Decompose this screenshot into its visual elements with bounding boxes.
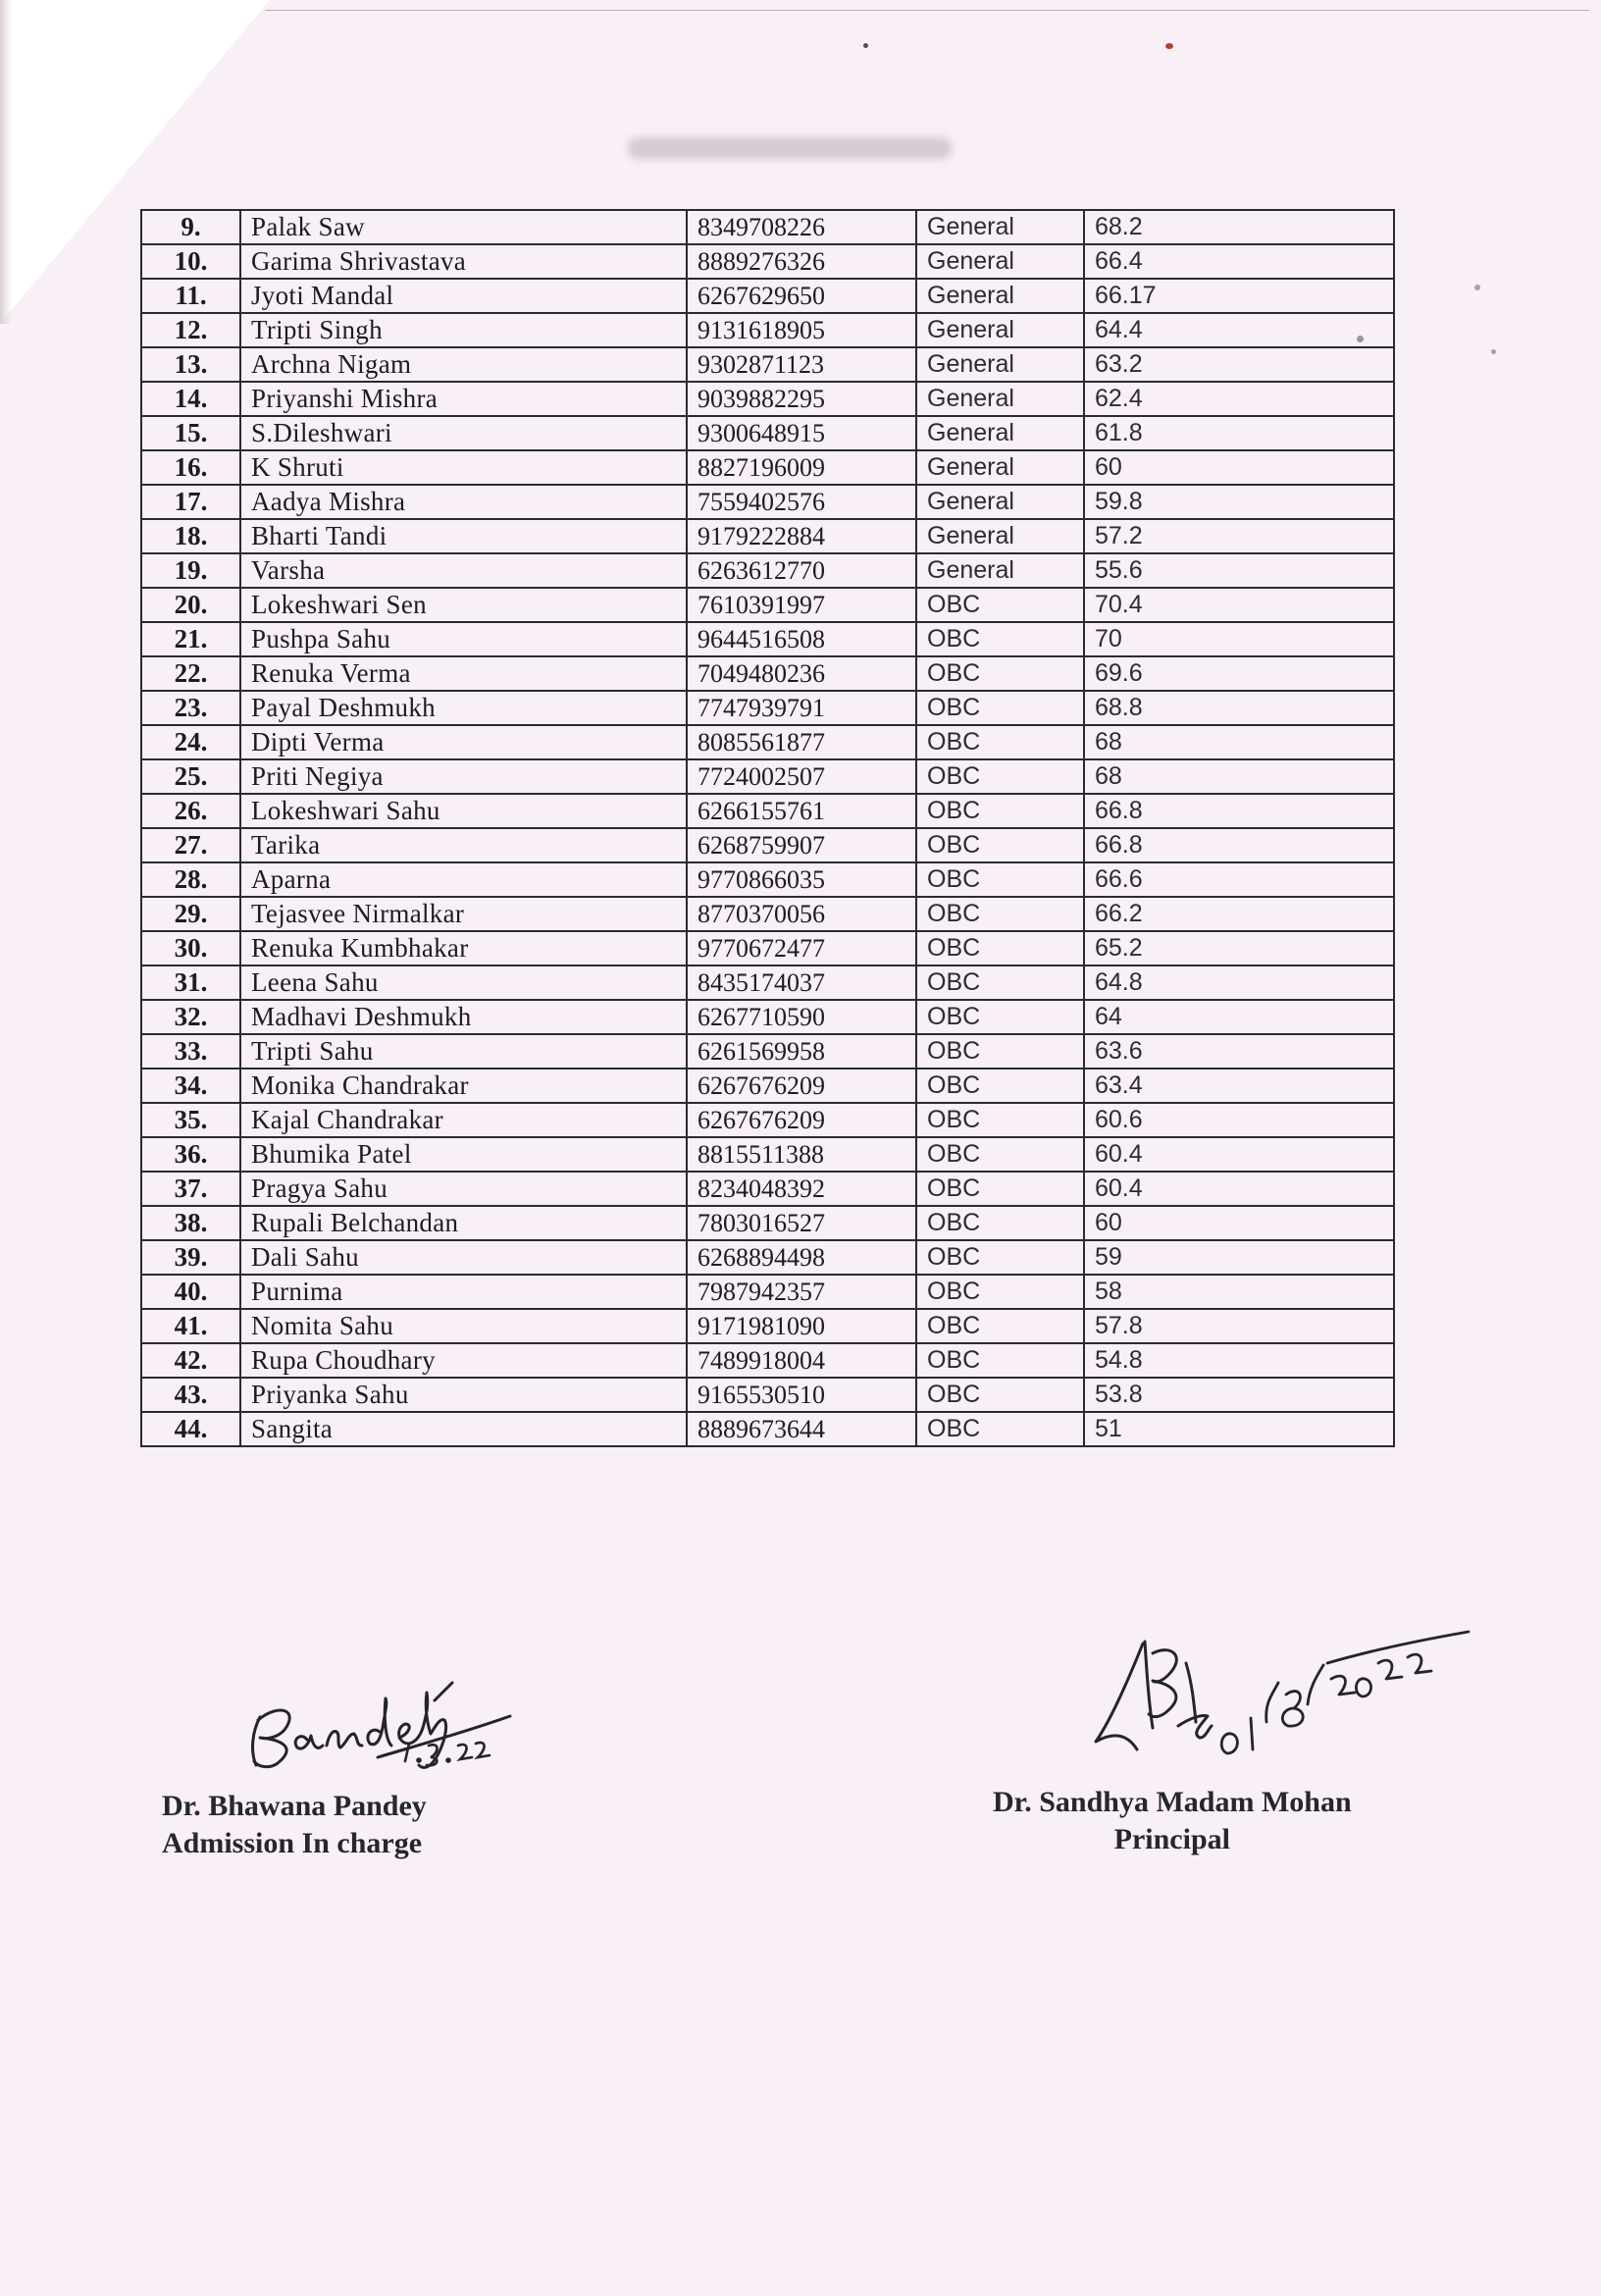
percentage-cell: 53.8 (1084, 1378, 1394, 1412)
category-cell: OBC (916, 931, 1084, 965)
student-name-cell: S.Dileshwari (240, 416, 687, 450)
ink-speck (1165, 43, 1173, 49)
table-row (141, 1343, 1394, 1378)
principal-block (993, 1784, 1352, 1858)
phone-number-cell: 7049480236 (687, 656, 916, 691)
top-scan-edge (265, 10, 1589, 11)
ink-speck (1491, 349, 1496, 354)
phone-number-cell: 9770672477 (687, 931, 916, 965)
serial-number-cell: 28. (141, 862, 240, 897)
student-name-cell: Pragya Sahu (240, 1172, 687, 1206)
phone-number-cell: 9770866035 (687, 862, 916, 897)
serial-number-cell: 11. (141, 279, 240, 313)
percentage-cell: 66.8 (1084, 828, 1394, 862)
student-name-cell: Nomita Sahu (240, 1309, 687, 1343)
category-cell: OBC (916, 1275, 1084, 1309)
table-row (141, 965, 1394, 1000)
student-name-cell: Lokeshwari Sahu (240, 794, 687, 828)
admission-incharge-block (162, 1788, 427, 1862)
percentage-cell: 64.4 (1084, 313, 1394, 347)
student-name-cell: Renuka Verma (240, 656, 687, 691)
category-cell: General (916, 313, 1084, 347)
student-name-cell: Priti Negiya (240, 759, 687, 794)
category-cell: OBC (916, 1343, 1084, 1378)
percentage-cell: 68 (1084, 725, 1394, 759)
student-name-cell: Archna Nigam (240, 347, 687, 382)
percentage-cell: 63.6 (1084, 1034, 1394, 1069)
phone-number-cell: 9302871123 (687, 347, 916, 382)
percentage-cell: 70.4 (1084, 588, 1394, 622)
serial-number-cell: 33. (141, 1034, 240, 1069)
category-cell: OBC (916, 1000, 1084, 1034)
table-row (141, 244, 1394, 279)
category-cell: OBC (916, 1103, 1084, 1137)
serial-number-cell: 14. (141, 382, 240, 416)
category-cell: OBC (916, 1172, 1084, 1206)
phone-number-cell: 9171981090 (687, 1309, 916, 1343)
serial-number-cell: 18. (141, 519, 240, 553)
serial-number-cell: 34. (141, 1069, 240, 1103)
percentage-cell: 64.8 (1084, 965, 1394, 1000)
table-row (141, 691, 1394, 725)
table-row (141, 897, 1394, 931)
phone-number-cell: 7489918004 (687, 1343, 916, 1378)
table-row (141, 725, 1394, 759)
serial-number-cell: 26. (141, 794, 240, 828)
percentage-cell: 66.6 (1084, 862, 1394, 897)
serial-number-cell: 22. (141, 656, 240, 691)
student-name-cell: Madhavi Deshmukh (240, 1000, 687, 1034)
category-cell: General (916, 347, 1084, 382)
student-name-cell: Dali Sahu (240, 1240, 687, 1275)
table-row (141, 828, 1394, 862)
student-name-cell: Varsha (240, 553, 687, 588)
category-cell: OBC (916, 1034, 1084, 1069)
phone-number-cell: 7987942357 (687, 1275, 916, 1309)
percentage-cell: 58 (1084, 1275, 1394, 1309)
table-row (141, 622, 1394, 656)
serial-number-cell: 40. (141, 1275, 240, 1309)
serial-number-cell: 36. (141, 1137, 240, 1172)
category-cell: General (916, 382, 1084, 416)
percentage-cell: 68 (1084, 759, 1394, 794)
category-cell: General (916, 485, 1084, 519)
category-cell: OBC (916, 622, 1084, 656)
table-row (141, 450, 1394, 485)
phone-number-cell: 6268894498 (687, 1240, 916, 1275)
student-name-cell: Aadya Mishra (240, 485, 687, 519)
percentage-cell: 61.8 (1084, 416, 1394, 450)
serial-number-cell: 32. (141, 1000, 240, 1034)
principal-signature-icon (1084, 1624, 1476, 1786)
table-row (141, 1206, 1394, 1240)
phone-number-cell: 6268759907 (687, 828, 916, 862)
table-row (141, 485, 1394, 519)
phone-number-cell: 6261569958 (687, 1034, 916, 1069)
admission-incharge-signature-icon (231, 1663, 525, 1776)
phone-number-cell: 9131618905 (687, 313, 916, 347)
category-cell: OBC (916, 1309, 1084, 1343)
serial-number-cell: 15. (141, 416, 240, 450)
category-cell: OBC (916, 862, 1084, 897)
category-cell: OBC (916, 725, 1084, 759)
ink-speck (863, 43, 868, 48)
percentage-cell: 60.4 (1084, 1172, 1394, 1206)
percentage-cell: 70 (1084, 622, 1394, 656)
table-row (141, 347, 1394, 382)
serial-number-cell: 16. (141, 450, 240, 485)
phone-number-cell: 9300648915 (687, 416, 916, 450)
student-name-cell: Bharti Tandi (240, 519, 687, 553)
student-name-cell: Palak Saw (240, 210, 687, 244)
phone-number-cell: 7559402576 (687, 485, 916, 519)
student-name-cell: Tejasvee Nirmalkar (240, 897, 687, 931)
percentage-cell: 57.8 (1084, 1309, 1394, 1343)
category-cell: OBC (916, 656, 1084, 691)
serial-number-cell: 23. (141, 691, 240, 725)
student-name-cell: Dipti Verma (240, 725, 687, 759)
serial-number-cell: 35. (141, 1103, 240, 1137)
student-name-cell: Rupa Choudhary (240, 1343, 687, 1378)
percentage-cell: 51 (1084, 1412, 1394, 1446)
phone-number-cell: 8770370056 (687, 897, 916, 931)
table-row (141, 1103, 1394, 1137)
category-cell: OBC (916, 1137, 1084, 1172)
category-cell: OBC (916, 1378, 1084, 1412)
serial-number-cell: 37. (141, 1172, 240, 1206)
table-row (141, 210, 1394, 244)
table-row (141, 1034, 1394, 1069)
serial-number-cell: 41. (141, 1309, 240, 1343)
phone-number-cell: 7747939791 (687, 691, 916, 725)
student-name-cell: Lokeshwari Sen (240, 588, 687, 622)
serial-number-cell: 42. (141, 1343, 240, 1378)
phone-number-cell: 9039882295 (687, 382, 916, 416)
percentage-cell: 59 (1084, 1240, 1394, 1275)
student-name-cell: Tripti Singh (240, 313, 687, 347)
percentage-cell: 62.4 (1084, 382, 1394, 416)
student-name-cell: Rupali Belchandan (240, 1206, 687, 1240)
category-cell: OBC (916, 588, 1084, 622)
percentage-cell: 54.8 (1084, 1343, 1394, 1378)
category-cell: OBC (916, 794, 1084, 828)
serial-number-cell: 21. (141, 622, 240, 656)
phone-number-cell: 8085561877 (687, 725, 916, 759)
percentage-cell: 65.2 (1084, 931, 1394, 965)
category-cell: General (916, 416, 1084, 450)
student-name-cell: Leena Sahu (240, 965, 687, 1000)
phone-number-cell: 6266155761 (687, 794, 916, 828)
student-name-cell: Sangita (240, 1412, 687, 1446)
phone-number-cell: 8349708226 (687, 210, 916, 244)
percentage-cell: 64 (1084, 1000, 1394, 1034)
principal-name: Dr. Sandhya Madam Mohan (993, 1786, 1352, 1818)
student-name-cell: Pushpa Sahu (240, 622, 687, 656)
phone-number-cell: 9165530510 (687, 1378, 916, 1412)
table-row (141, 862, 1394, 897)
percentage-cell: 60 (1084, 450, 1394, 485)
table-row (141, 794, 1394, 828)
serial-number-cell: 29. (141, 897, 240, 931)
phone-number-cell: 9179222884 (687, 519, 916, 553)
percentage-cell: 66.2 (1084, 897, 1394, 931)
category-cell: General (916, 553, 1084, 588)
percentage-cell: 66.4 (1084, 244, 1394, 279)
phone-number-cell: 7724002507 (687, 759, 916, 794)
student-name-cell: Aparna (240, 862, 687, 897)
table-row (141, 1000, 1394, 1034)
serial-number-cell: 38. (141, 1206, 240, 1240)
serial-number-cell: 27. (141, 828, 240, 862)
serial-number-cell: 43. (141, 1378, 240, 1412)
student-name-cell: Purnima (240, 1275, 687, 1309)
student-name-cell: Tarika (240, 828, 687, 862)
category-cell: OBC (916, 828, 1084, 862)
table-row (141, 588, 1394, 622)
table-row (141, 1137, 1394, 1172)
percentage-cell: 66.8 (1084, 794, 1394, 828)
phone-number-cell: 8234048392 (687, 1172, 916, 1206)
percentage-cell: 55.6 (1084, 553, 1394, 588)
category-cell: OBC (916, 1240, 1084, 1275)
table-row (141, 759, 1394, 794)
student-name-cell: Kajal Chandrakar (240, 1103, 687, 1137)
student-name-cell: Tripti Sahu (240, 1034, 687, 1069)
phone-number-cell: 7610391997 (687, 588, 916, 622)
table-row (141, 1172, 1394, 1206)
category-cell: OBC (916, 691, 1084, 725)
category-cell: General (916, 279, 1084, 313)
serial-number-cell: 31. (141, 965, 240, 1000)
percentage-cell: 59.8 (1084, 485, 1394, 519)
phone-number-cell: 6263612770 (687, 553, 916, 588)
serial-number-cell: 13. (141, 347, 240, 382)
phone-number-cell: 6267676209 (687, 1069, 916, 1103)
table-row (141, 416, 1394, 450)
phone-number-cell: 8889673644 (687, 1412, 916, 1446)
table-body (141, 210, 1394, 1446)
student-name-cell: Renuka Kumbhakar (240, 931, 687, 965)
percentage-cell: 63.4 (1084, 1069, 1394, 1103)
phone-number-cell: 8827196009 (687, 450, 916, 485)
serial-number-cell: 24. (141, 725, 240, 759)
category-cell: OBC (916, 1412, 1084, 1446)
student-name-cell: Bhumika Patel (240, 1137, 687, 1172)
category-cell: OBC (916, 897, 1084, 931)
table-row (141, 1378, 1394, 1412)
serial-number-cell: 12. (141, 313, 240, 347)
faded-heading-smudge (628, 137, 952, 159)
admission-incharge-name: Dr. Bhawana Pandey (162, 1790, 427, 1822)
percentage-cell: 66.17 (1084, 279, 1394, 313)
table-row (141, 1275, 1394, 1309)
principal-role: Principal (1113, 1823, 1230, 1855)
student-name-cell: Monika Chandrakar (240, 1069, 687, 1103)
corner-shadow (0, 0, 12, 324)
serial-number-cell: 44. (141, 1412, 240, 1446)
student-name-cell: K Shruti (240, 450, 687, 485)
category-cell: General (916, 450, 1084, 485)
student-name-cell: Payal Deshmukh (240, 691, 687, 725)
category-cell: OBC (916, 1206, 1084, 1240)
ink-speck (1474, 285, 1480, 290)
category-cell: OBC (916, 759, 1084, 794)
serial-number-cell: 9. (141, 210, 240, 244)
admission-incharge-role: Admission In charge (162, 1827, 423, 1859)
percentage-cell: 68.8 (1084, 691, 1394, 725)
phone-number-cell: 8889276326 (687, 244, 916, 279)
table-row (141, 1412, 1394, 1446)
phone-number-cell: 6267676209 (687, 1103, 916, 1137)
table-row (141, 1069, 1394, 1103)
percentage-cell: 68.2 (1084, 210, 1394, 244)
serial-number-cell: 25. (141, 759, 240, 794)
percentage-cell: 57.2 (1084, 519, 1394, 553)
serial-number-cell: 30. (141, 931, 240, 965)
table-row (141, 553, 1394, 588)
phone-number-cell: 6267710590 (687, 1000, 916, 1034)
table-row (141, 313, 1394, 347)
serial-number-cell: 39. (141, 1240, 240, 1275)
student-name-cell: Priyanshi Mishra (240, 382, 687, 416)
category-cell: General (916, 210, 1084, 244)
admission-list-table (140, 209, 1395, 1447)
serial-number-cell: 10. (141, 244, 240, 279)
percentage-cell: 60.6 (1084, 1103, 1394, 1137)
student-name-cell: Garima Shrivastava (240, 244, 687, 279)
percentage-cell: 60 (1084, 1206, 1394, 1240)
category-cell: OBC (916, 965, 1084, 1000)
percentage-cell: 60.4 (1084, 1137, 1394, 1172)
phone-number-cell: 6267629650 (687, 279, 916, 313)
table-row (141, 279, 1394, 313)
category-cell: OBC (916, 1069, 1084, 1103)
table-row (141, 656, 1394, 691)
table-row (141, 931, 1394, 965)
table-row (141, 1240, 1394, 1275)
phone-number-cell: 7803016527 (687, 1206, 916, 1240)
serial-number-cell: 17. (141, 485, 240, 519)
phone-number-cell: 8435174037 (687, 965, 916, 1000)
category-cell: General (916, 519, 1084, 553)
category-cell: General (916, 244, 1084, 279)
table-row (141, 1309, 1394, 1343)
student-name-cell: Priyanka Sahu (240, 1378, 687, 1412)
student-name-cell: Jyoti Mandal (240, 279, 687, 313)
percentage-cell: 69.6 (1084, 656, 1394, 691)
serial-number-cell: 19. (141, 553, 240, 588)
phone-number-cell: 9644516508 (687, 622, 916, 656)
table-row (141, 382, 1394, 416)
percentage-cell: 63.2 (1084, 347, 1394, 382)
serial-number-cell: 20. (141, 588, 240, 622)
table-row (141, 519, 1394, 553)
phone-number-cell: 8815511388 (687, 1137, 916, 1172)
